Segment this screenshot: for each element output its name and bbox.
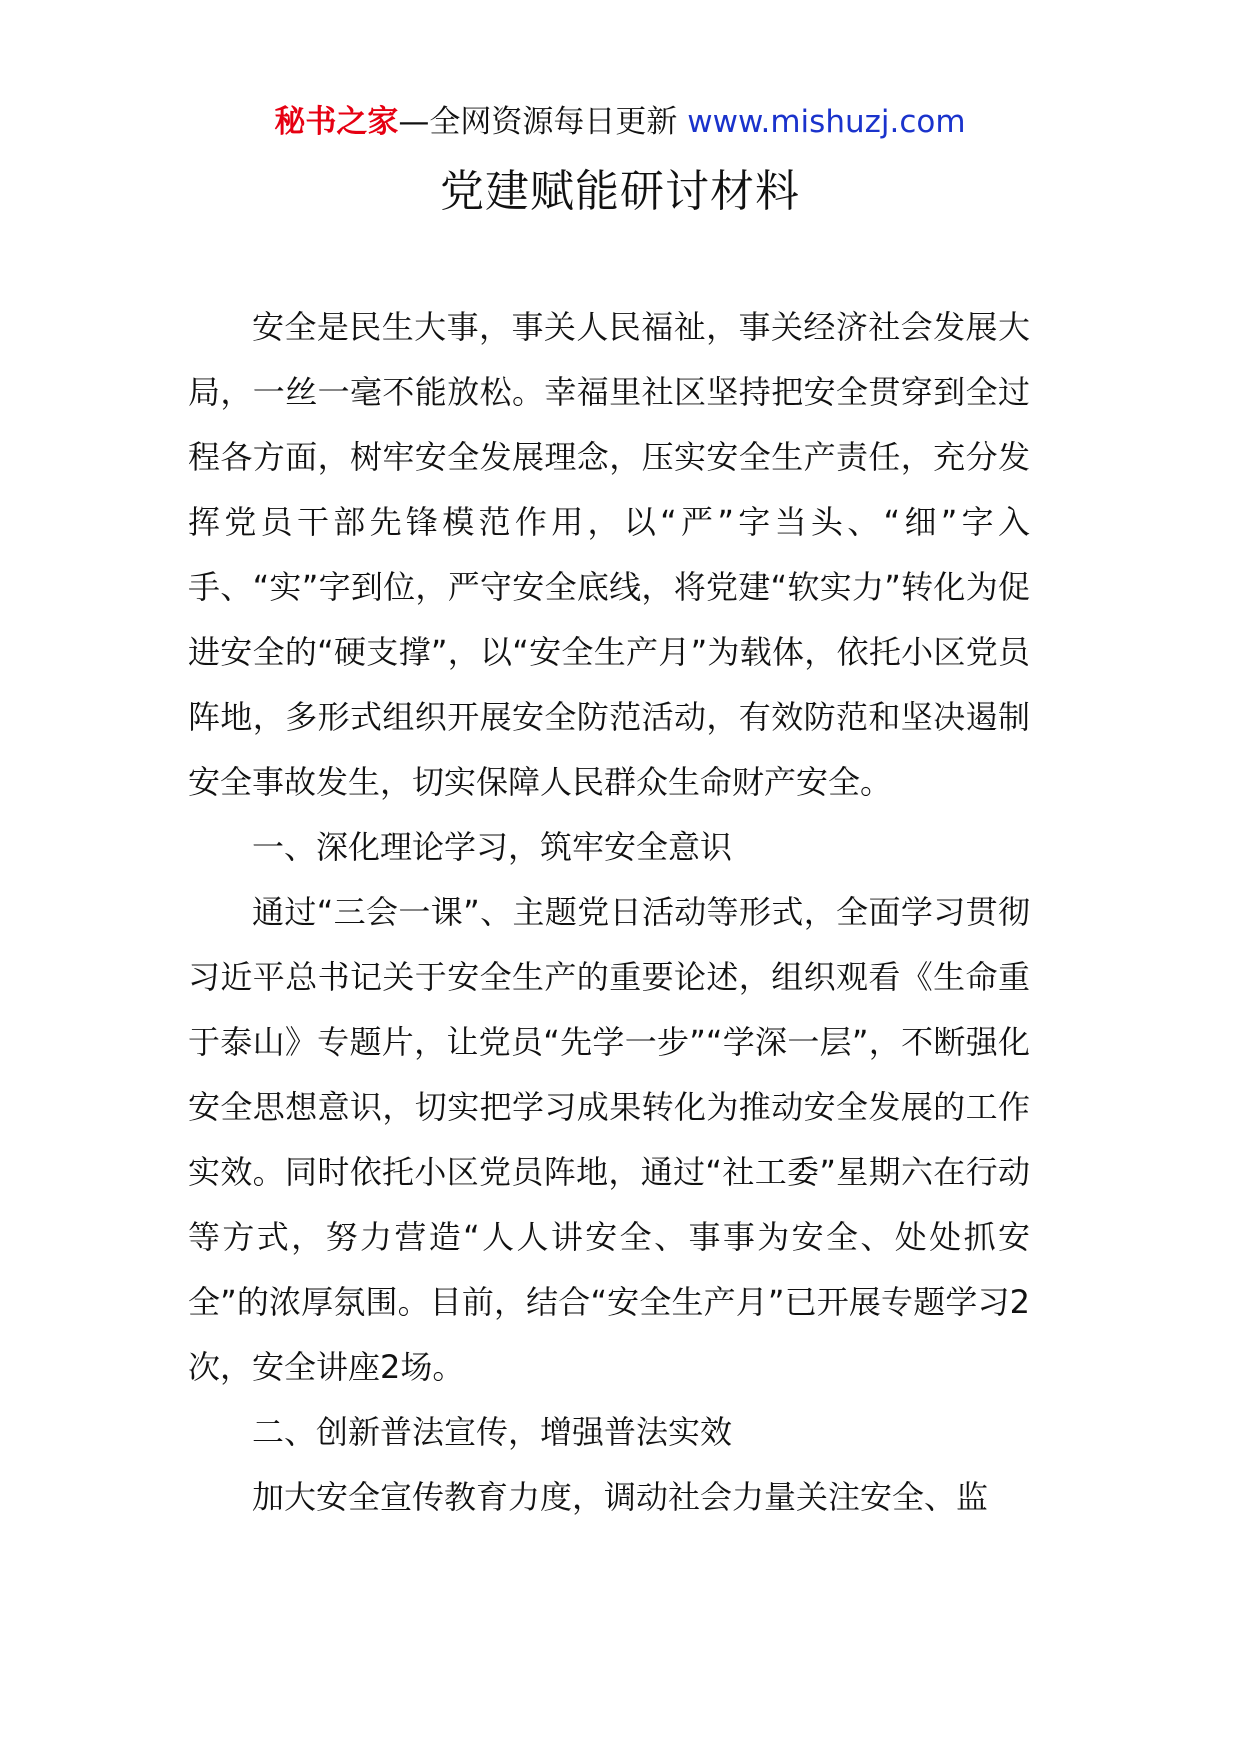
- paragraph-section-2: 加大安全宣传教育力度，调动社会力量关注安全、监: [252, 1478, 989, 1516]
- paragraph-intro: 安全是民生大事，事关人民福祉，事关经济社会发展大局，一丝一毫不能放松。幸福里社区坚持把安全贯穿到全过程各方面，树牢安全发展理念，压实安全生产责任，充分发挥党员干部先锋模范作用，以“严”字当头、“细”字入手、“实”字到位，严守安全底线，将党建“软实力”转化为促进安全的“硬支撑”，以“安全生产月”为载体，依托小区党员阵地，多形式组织开展安全防范活动，有效防范和坚决遏制安全事故发生，切实保障人民群众生命财产安全。: [188, 308, 1030, 801]
- section-heading-2: 二、创新普法宣传，增强普法实效: [252, 1413, 733, 1451]
- section-heading-1: 一、深化理论学习，筑牢安全意识: [252, 828, 733, 866]
- document-title: 党建赋能研讨材料: [440, 166, 800, 217]
- header-tagline: —全网资源每日更新: [398, 104, 688, 140]
- site-header: [0, 100, 1240, 144]
- document-body: [188, 295, 1030, 1530]
- brand-name: 秘书之家: [274, 104, 399, 140]
- paragraph-section-1: 通过“三会一课”、主题党日活动等形式，全面学习贯彻习近平总书记关于安全生产的重要论述，组织观看《生命重于泰山》专题片，让党员“先学一步”“学深一层”，不断强化安全思想意识，切实把学习成果转化为推动安全发展的工作实效。同时依托小区党员阵地，通过“社工委”星期六在行动等方式，努力营造“人人讲安全、事事为安全、处处抓安全”的浓厚氛围。目前，结合“安全生产月”已开展专题学习2次，安全讲座2场。: [188, 893, 1030, 1386]
- site-url-link[interactable]: www.mishuzj.com: [687, 104, 966, 140]
